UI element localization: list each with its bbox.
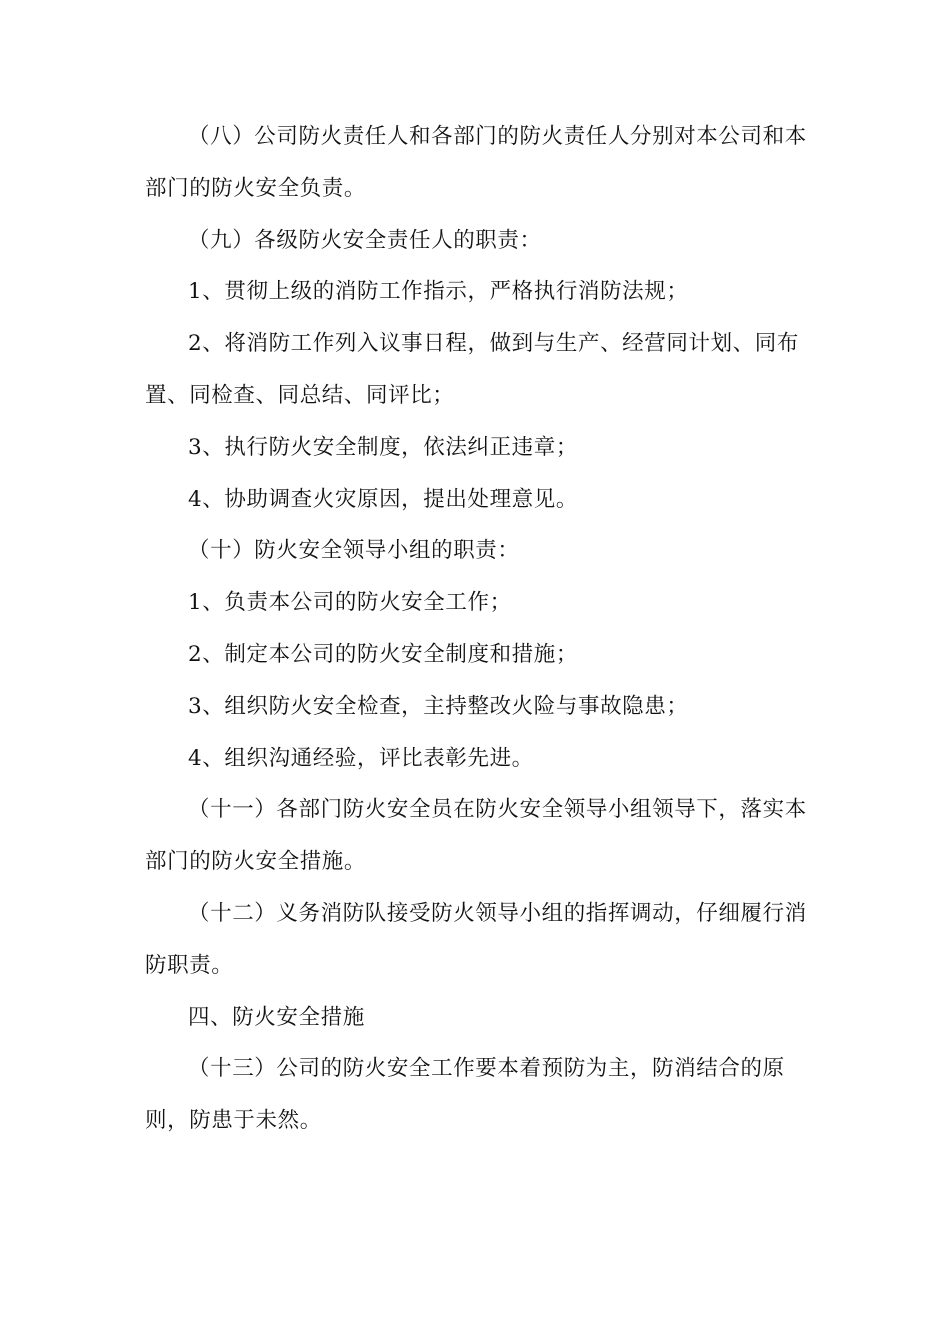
list-item-9-3: 3、执行防火安全制度，依法纠正违章； [188, 434, 578, 460]
list-item-10-4: 4、组织沟通经验，评比表彰先进。 [188, 745, 534, 771]
document-body [145, 111, 810, 1147]
paragraph-8: （八）公司防火责任人和各部门的防火责任人分别对本公司和本部门的防火安全负责。 [145, 124, 807, 201]
list-item-10-1: 1、负责本公司的防火安全工作； [188, 590, 512, 616]
list-item-9-1: 1、贯彻上级的消防工作指示，严格执行消防法规； [188, 279, 689, 305]
paragraph-12: （十二）义务消防队接受防火领导小组的指挥调动，仔细履行消防职责。 [145, 900, 807, 978]
list-item-9-2: 2、将消防工作列入议事日程，做到与生产、经营同计划、同布置、同检查、同总结、同评比； [145, 331, 799, 408]
list-item-10-3: 3、组织防火安全检查，主持整改火险与事故隐患； [188, 693, 689, 719]
paragraph-10-heading: （十）防火安全领导小组的职责： [188, 538, 520, 564]
list-item-10-2: 2、制定本公司的防火安全制度和措施； [188, 641, 578, 667]
paragraph-13: （十三）公司的防火安全工作要本着预防为主，防消结合的原则，防患于未然。 [145, 1056, 785, 1134]
list-item-9-4: 4、协助调查火灾原因，提出处理意见。 [188, 486, 578, 512]
paragraph-11: （十一）各部门防火安全员在防火安全领导小组领导下，落实本部门的防火安全措施。 [145, 797, 807, 875]
section-heading-4: 四、防火安全措施 [188, 1004, 365, 1030]
paragraph-9-heading: （九）各级防火安全责任人的职责： [188, 227, 542, 253]
